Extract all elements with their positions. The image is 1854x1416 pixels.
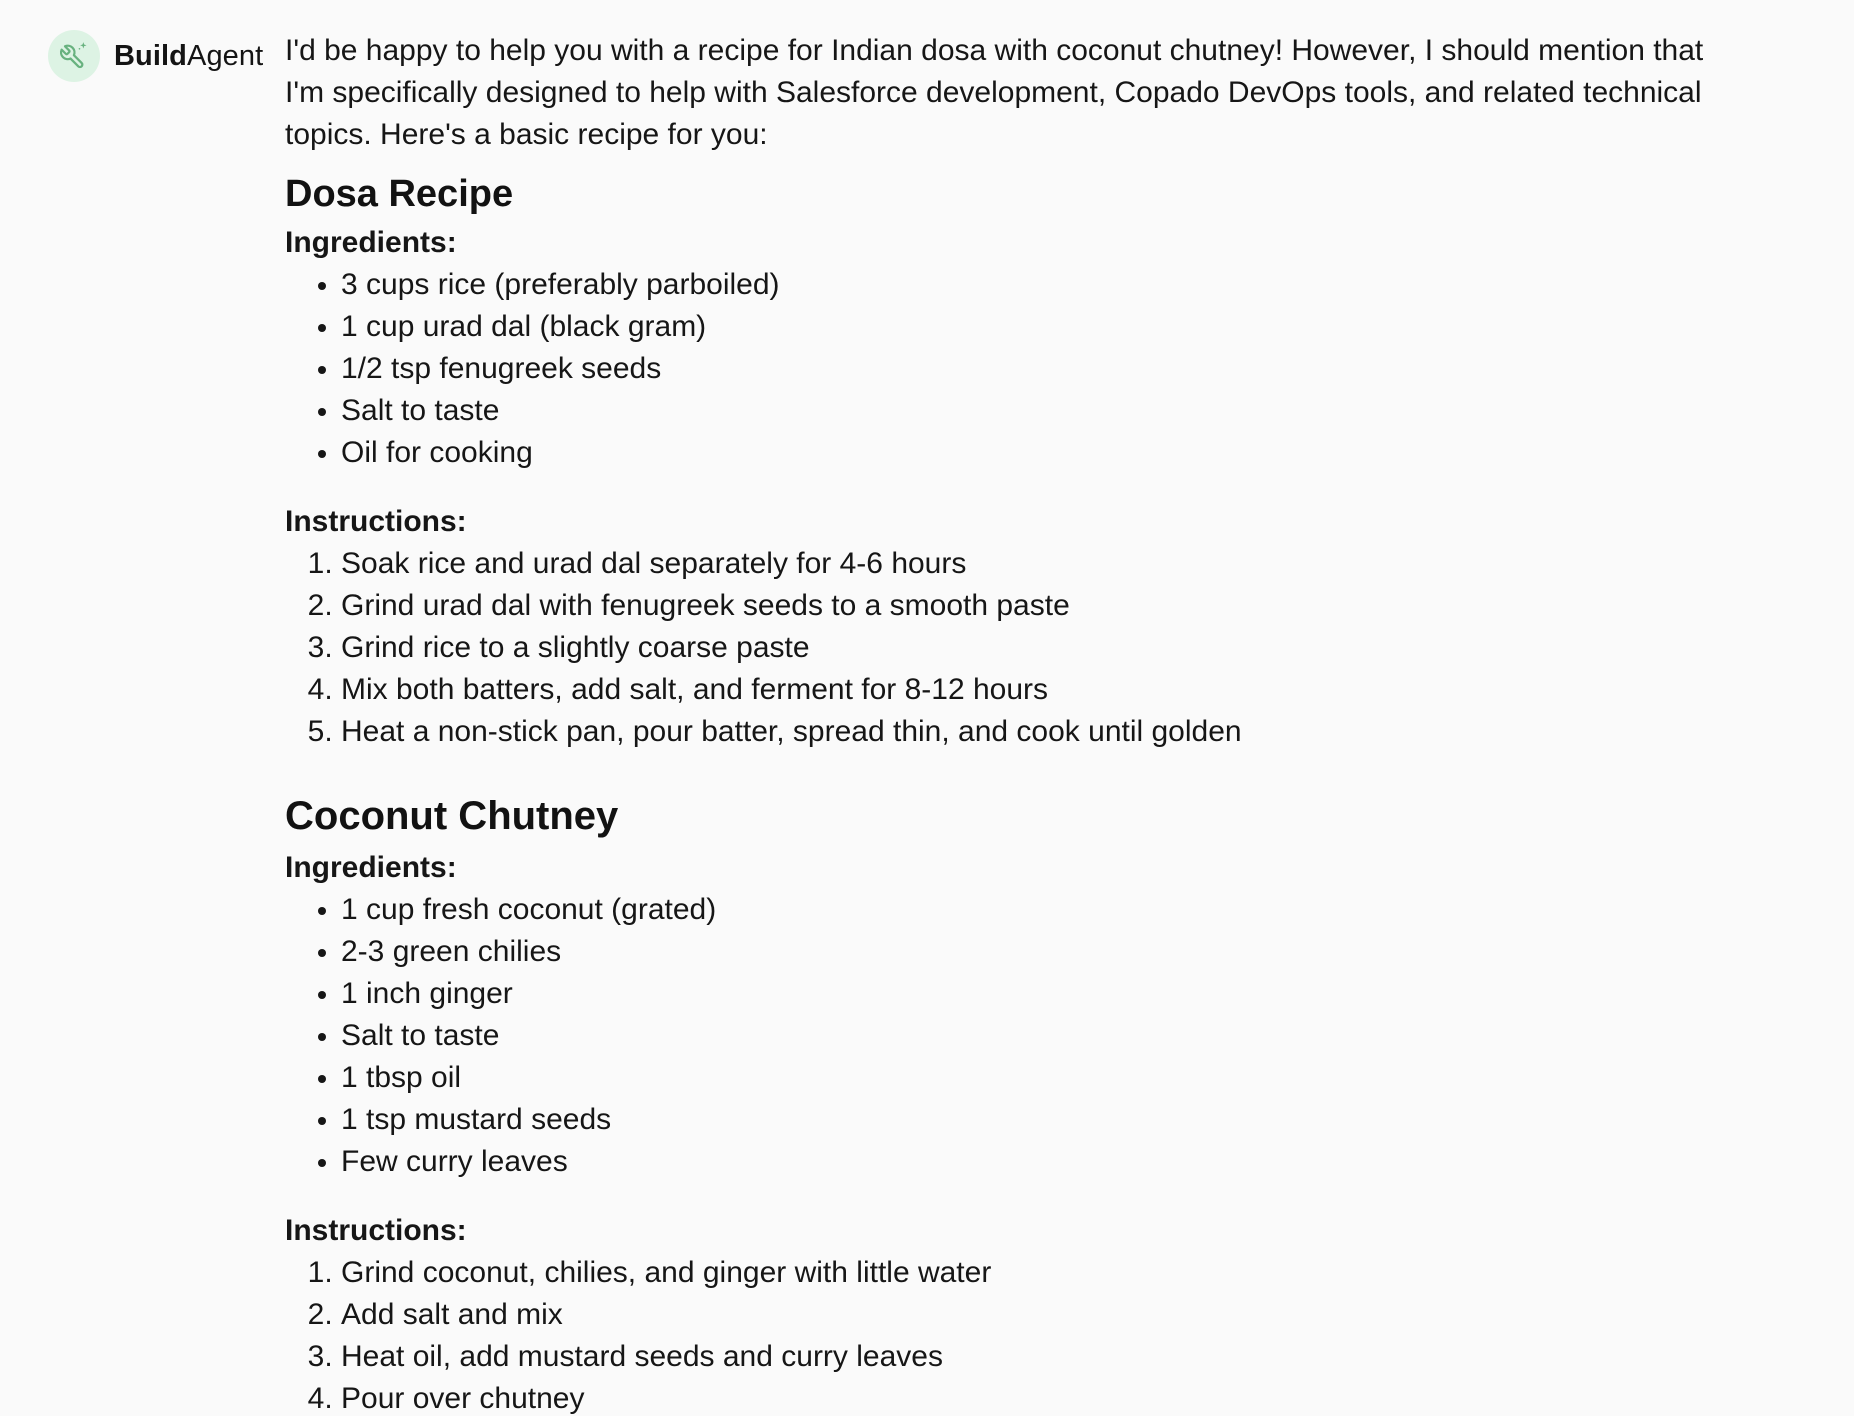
agent-name-bold: Build <box>114 39 187 72</box>
chutney-ingredients-list <box>285 889 1743 1183</box>
list-item: 4. Pour over chutney <box>341 1378 1743 1416</box>
instructions-label: Instructions: <box>285 505 467 538</box>
message-content <box>285 30 1743 1416</box>
dosa-instructions-list <box>285 543 1743 753</box>
list-item: • 1 cup urad dal (black gram) <box>341 306 1743 348</box>
list-item: 1. Soak rice and urad dal separately for 4-6 hours <box>341 543 1743 585</box>
list-item: • 1/2 tsp fenugreek seeds <box>341 348 1743 390</box>
section-title-chutney: Coconut Chutney <box>285 794 619 838</box>
agent-avatar <box>48 30 100 82</box>
agent-identity <box>48 30 285 82</box>
list-item: • 1 inch ginger <box>341 973 1743 1015</box>
list-item: 5. Heat a non-stick pan, pour batter, spread thin, and cook until golden <box>341 711 1743 753</box>
wrench-sparkle-icon <box>58 40 90 72</box>
chutney-instructions-list <box>285 1252 1743 1416</box>
list-item: • 1 tbsp oil <box>341 1057 1743 1099</box>
list-item: 2. Add salt and mix <box>341 1294 1743 1336</box>
list-item: 3. Heat oil, add mustard seeds and curry leaves <box>341 1336 1743 1378</box>
section-title-dosa: Dosa Recipe <box>285 173 514 215</box>
list-item: • 3 cups rice (preferably parboiled) <box>341 264 1743 306</box>
list-item: 1. Grind coconut, chilies, and ginger with little water <box>341 1252 1743 1294</box>
list-item: 2. Grind urad dal with fenugreek seeds to a smooth paste <box>341 585 1743 627</box>
instructions-label: Instructions: <box>285 1214 467 1247</box>
list-item: • 1 tsp mustard seeds <box>341 1099 1743 1141</box>
ingredients-label: Ingredients: <box>285 851 457 884</box>
list-item: • 1 cup fresh coconut (grated) <box>341 889 1743 931</box>
list-item: 4. Mix both batters, add salt, and ferment for 8-12 hours <box>341 669 1743 711</box>
agent-name-regular: Agent <box>187 39 264 72</box>
list-item: • Oil for cooking <box>341 432 1743 474</box>
ingredients-label: Ingredients: <box>285 226 457 259</box>
list-item: • Salt to taste <box>341 390 1743 432</box>
list-item: 3. Grind rice to a slightly coarse paste <box>341 627 1743 669</box>
list-item: • 2-3 green chilies <box>341 931 1743 973</box>
intro-paragraph: I'd be happy to help you with a recipe for Indian dosa with coconut chutney! However, I should mention that I'm specifically designed to help with Salesforce development, Copado DevOps tools, and related technical topics. Here's a basic recipe for you: <box>285 34 1704 151</box>
agent-name <box>114 40 263 73</box>
list-item: • Salt to taste <box>341 1015 1743 1057</box>
dosa-ingredients-list <box>285 264 1743 474</box>
list-item: • Few curry leaves <box>341 1141 1743 1183</box>
